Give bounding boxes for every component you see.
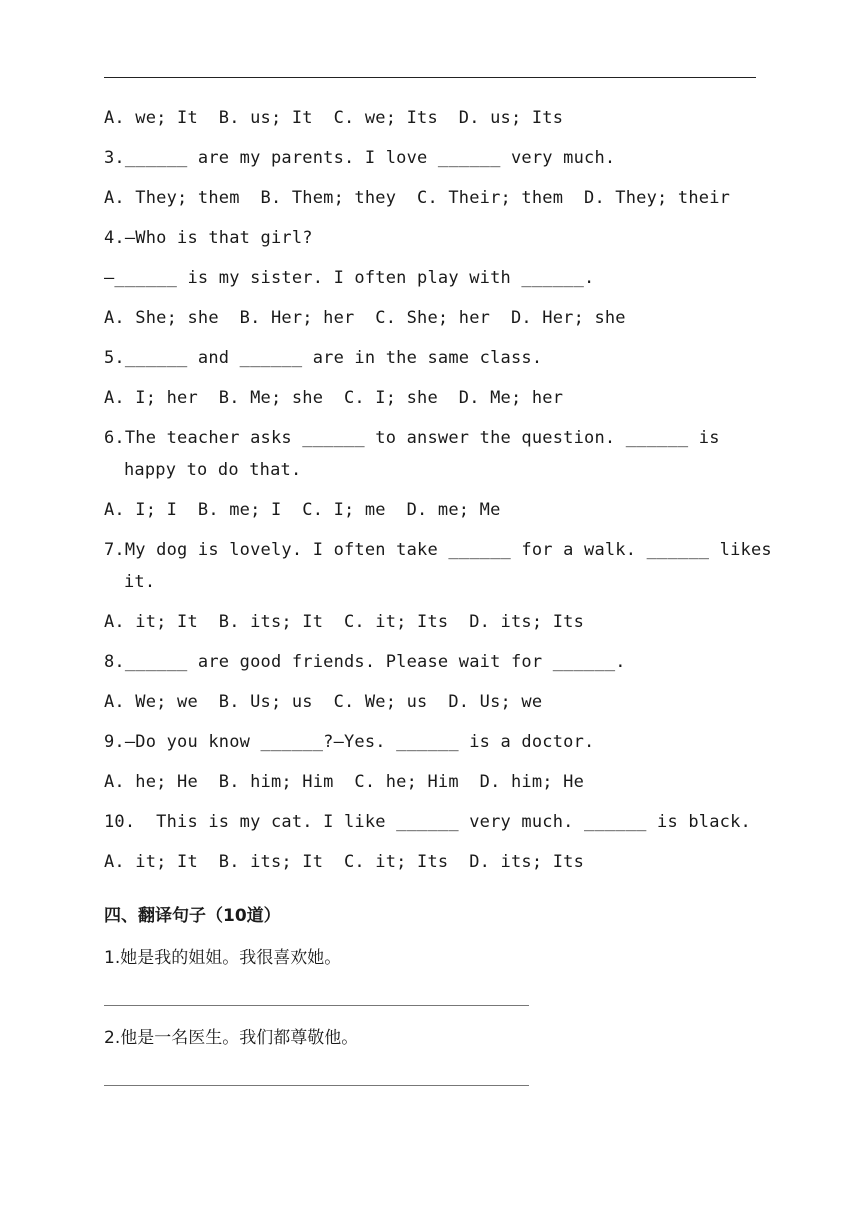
q6-options: A. I; I B. me; I C. I; me D. me; Me	[104, 500, 501, 520]
q5-options: A. I; her B. Me; she C. I; she D. Me; her	[104, 388, 564, 408]
question-3: 3.______ are my parents. I love ______ very much.	[104, 148, 616, 168]
question-9: 9.—Do you know ______?—Yes. ______ is a doctor.	[104, 732, 595, 752]
q8-options: A. We; we B. Us; us C. We; us D. Us; we	[104, 692, 543, 712]
answer-line-1	[104, 1005, 529, 1006]
header-rule	[104, 77, 756, 78]
answer-line-2	[104, 1085, 529, 1086]
question-7-line-1: 7.My dog is lovely. I often take ______ for a walk. ______ likes	[104, 540, 772, 560]
question-4-line-1: 4.—Who is that girl?	[104, 228, 313, 248]
question-10: 10. This is my cat. I like ______ very much. ______ is black.	[104, 812, 751, 832]
q2-options: A. we; It B. us; It C. we; Its D. us; Its	[104, 108, 564, 128]
question-6-line-2: happy to do that.	[124, 460, 302, 480]
q9-options: A. he; He B. him; Him C. he; Him D. him; He	[104, 772, 585, 792]
q7-options: A. it; It B. its; It C. it; Its D. its; Its	[104, 612, 585, 632]
question-7-line-2: it.	[124, 572, 156, 592]
q3-options: A. They; them B. Them; they C. Their; them D. They; their	[104, 188, 731, 208]
question-6-line-1: 6.The teacher asks ______ to answer the question. ______ is	[104, 428, 720, 448]
question-4-line-2: —______ is my sister. I often play with ______.	[104, 268, 595, 288]
question-5: 5.______ and ______ are in the same class.	[104, 348, 543, 368]
translate-question-1: 1.她是我的姐姐。我很喜欢她。	[104, 948, 342, 968]
question-8: 8.______ are good friends. Please wait for ______.	[104, 652, 626, 672]
translate-question-2: 2.他是一名医生。我们都尊敬他。	[104, 1028, 359, 1048]
q10-options: A. it; It B. its; It C. it; Its D. its; Its	[104, 852, 585, 872]
q4-options: A. She; she B. Her; her C. She; her D. Her; she	[104, 308, 626, 328]
section-4-heading: 四、翻译句子（10道）	[104, 906, 281, 926]
